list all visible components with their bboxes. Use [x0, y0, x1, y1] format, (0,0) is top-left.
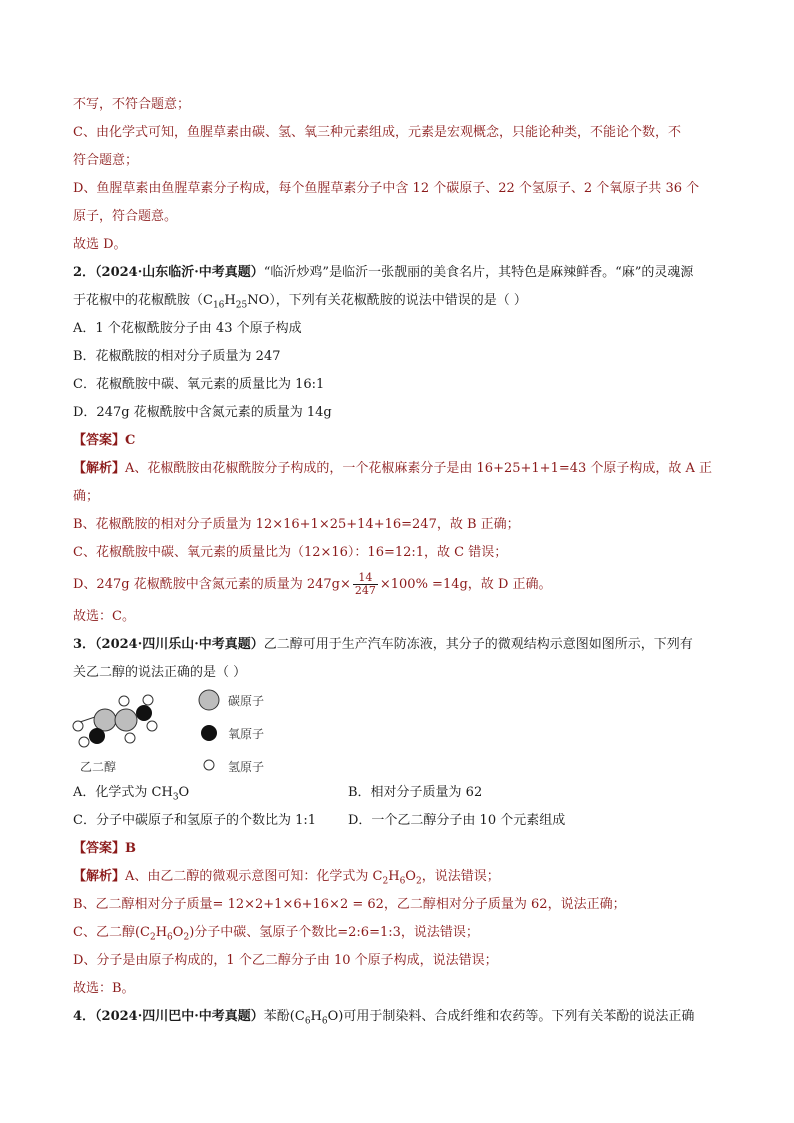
question-2-stem: 2．（2024·山东临沂·中考真题）“临沂炒鸡”是临沂一张靓丽的美食名片，其特色是麻辣鲜香。“麻”的灵魂源 — [73, 265, 694, 280]
molecule-caption: 乙二醇 — [80, 760, 117, 774]
analysis-conclusion: 故选：B。 — [73, 981, 135, 996]
option-b: B．相对分子质量为 62 — [348, 785, 483, 800]
option-a: A．1 个花椒酰胺分子由 43 个原子构成 — [73, 321, 302, 336]
hydrogen-atom — [73, 721, 83, 731]
text-line: 符合题意； — [73, 153, 139, 168]
option-d: D．247g 花椒酰胺中含氮元素的质量为 14g — [73, 405, 332, 420]
option-c: C．分子中碳原子和氢原子的个数比为 1:1 — [73, 813, 317, 828]
analysis-conclusion: 故选：C。 — [73, 609, 135, 624]
legend-oxygen-label: 氧原子 — [228, 727, 265, 741]
answer-label: 【答案】C — [73, 433, 136, 448]
ethylene-glycol-molecule-diagram — [68, 690, 178, 750]
answer-label: 【答案】B — [73, 841, 136, 856]
analysis-line: D、分子是由原子构成的，1 个乙二醇分子由 10 个原子构成，说法错误； — [73, 953, 498, 968]
hydrogen-atom — [125, 733, 135, 743]
analysis-line: 【解析】A、花椒酰胺由花椒酰胺分子构成的，一个花椒麻素分子是由 16+25+1+1=43 个原子构成，故 A 正 — [73, 461, 713, 476]
option-a: A．化学式为 $CH_3O$ — [73, 785, 190, 803]
option-c: C．花椒酰胺中碳、氧元素的质量比为 16:1 — [73, 377, 325, 392]
oxygen-legend-icon — [201, 725, 217, 741]
analysis-line: B、花椒酰胺的相对分子质量为 12×16+1×25+14+16=247，故 B 正确； — [73, 517, 520, 532]
question-4-stem: 4．（2024·四川巴中·中考真题）苯酚$(C_6H_6O)$可用于制染料、合成纤维和农药等。下列有关苯酚的说法正确 — [73, 1009, 695, 1027]
carbon-atom — [94, 709, 116, 731]
legend-hydrogen-label: 氢原子 — [228, 760, 265, 774]
analysis-line: 确； — [73, 489, 100, 504]
analysis-line: 【解析】A、由乙二醇的微观示意图可知：化学式为 $C_2H_6O_2$，说法错误； — [73, 869, 500, 887]
option-b: B．花椒酰胺的相对分子质量为 247 — [73, 349, 281, 364]
analysis-line: C、花椒酰胺中碳、氧元素的质量比为（12×16）：16=12:1，故 C 错误； — [73, 545, 508, 560]
question-2-stem-line2: 于花椒中的花椒酰胺$(C_{16}H_{25}NO)$，下列有关花椒酰胺的说法中错误的是（ ） — [73, 293, 527, 311]
text-line: 原子，符合题意。 — [73, 209, 178, 224]
question-source: （2024·山东临沂·中考真题） — [95, 265, 264, 280]
question-3-stem: 3．（2024·四川乐山·中考真题）乙二醇可用于生产汽车防冻液，其分子的微观结构示意图如图所示，下列有 — [73, 637, 693, 652]
oxygen-atom — [89, 728, 105, 744]
option-d: D．一个乙二醇分子由 10 个元素组成 — [348, 813, 566, 828]
hydrogen-atom — [119, 696, 129, 706]
text-line: 不写，不符合题意； — [73, 97, 191, 112]
fraction: $\frac{14}{247}$ — [354, 571, 376, 597]
analysis-line: C、乙二醇$(C_2H_6O_2)$分子中碳、氢原子个数比=2:6=1:3，说法错误； — [73, 925, 479, 943]
text-line: 故选 D。 — [73, 237, 127, 252]
oxygen-atom — [136, 705, 152, 721]
question-source: （2024·四川乐山·中考真题） — [95, 637, 264, 652]
hydrogen-atom — [147, 721, 157, 731]
text-line: D、鱼腥草素由鱼腥草素分子构成，每个鱼腥草素分子中含 12 个碳原子、22 个氢原子、2 个氧原子共 36 个 — [73, 181, 700, 196]
hydrogen-legend-icon — [204, 760, 214, 770]
hydrogen-atom — [143, 695, 153, 705]
question-3-stem-line2: 关乙二醇的说法正确的是（ ） — [73, 665, 247, 680]
atom-legend-symbols — [196, 688, 226, 778]
legend-carbon-label: 碳原子 — [228, 694, 265, 708]
analysis-line: B、乙二醇相对分子质量= 12×2+1×6+16×2 = 62，乙二醇相对分子质量为 62，说法正确； — [73, 897, 626, 912]
analysis-line-fraction: D、247g 花椒酰胺中含氮元素的质量为 247g× $\frac{14}{247}$ ×100% =14g，故 D 正确。 — [73, 571, 552, 597]
question-source: （2024·四川巴中·中考真题） — [95, 1009, 264, 1024]
carbon-legend-icon — [199, 690, 219, 710]
hydrogen-atom — [79, 737, 89, 747]
carbon-atom — [115, 709, 137, 731]
text-line: C、由化学式可知，鱼腥草素由碳、氢、氧三种元素组成，元素是宏观概念，只能论种类，不能论个数，不 — [73, 125, 681, 140]
